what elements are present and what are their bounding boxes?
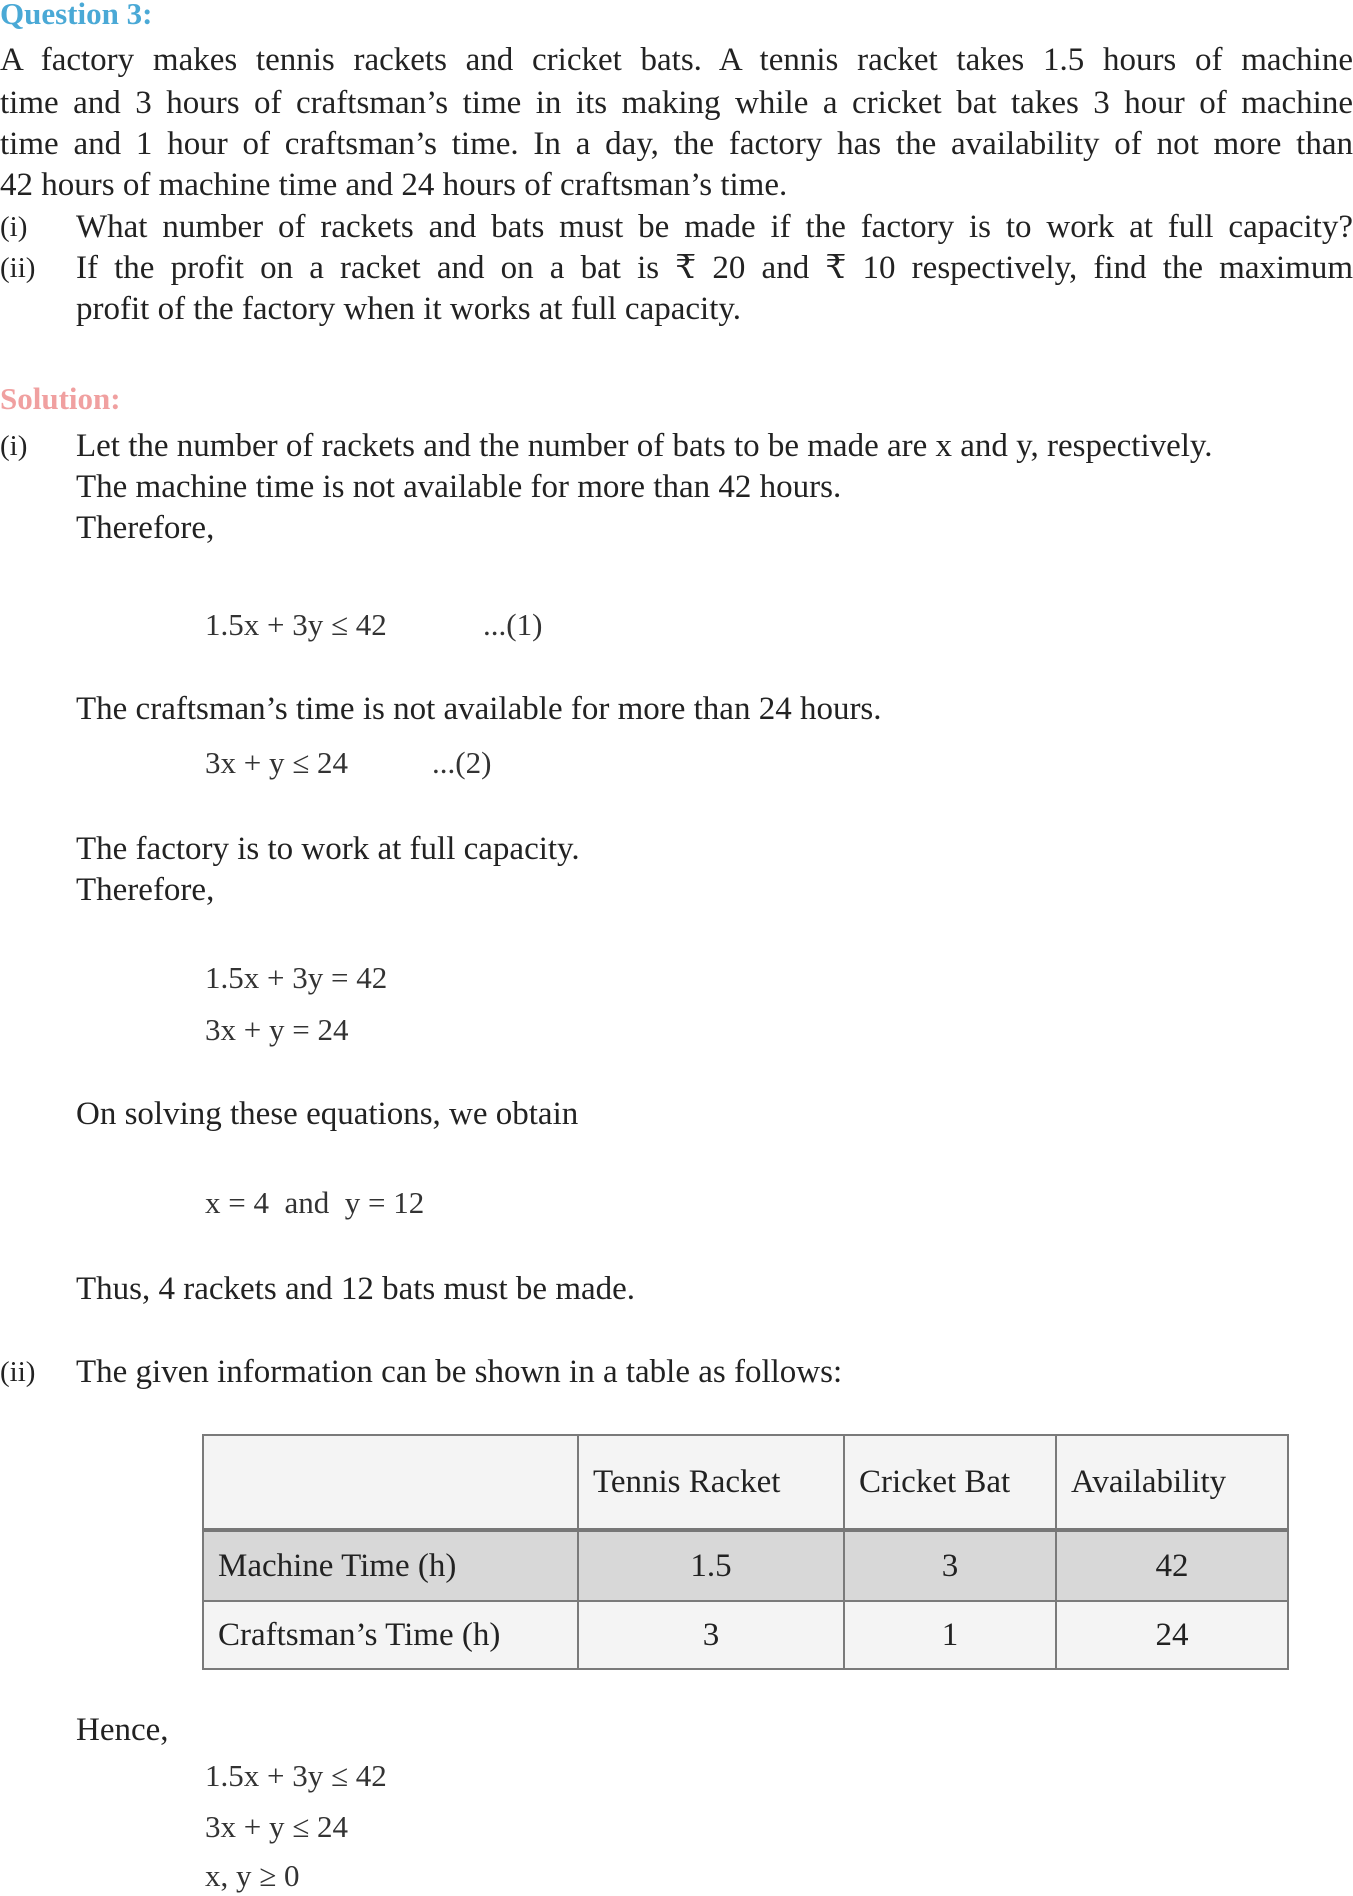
table-row bbox=[203, 1530, 1288, 1601]
equation: 1.5x + 3y ≤ 42 bbox=[205, 1758, 387, 1793]
question-line: A factory makes tennis rackets and cricket bats. A tennis racket takes 1.5 hours of machine bbox=[0, 42, 1353, 78]
table-cell: 1.5 bbox=[578, 1530, 844, 1601]
table-cell: Craftsman’s Time (h) bbox=[203, 1601, 578, 1669]
solution-text: The factory is to work at full capacity. bbox=[76, 831, 580, 867]
table-cell: 24 bbox=[1056, 1601, 1288, 1669]
part-number: (i) bbox=[0, 430, 28, 462]
table-header: Cricket Bat bbox=[844, 1435, 1056, 1530]
table-row bbox=[203, 1601, 1288, 1669]
solution-text: Thus, 4 rackets and 12 bats must be made. bbox=[76, 1271, 636, 1307]
solution-text: Therefore, bbox=[76, 510, 215, 546]
solution-text: The craftsman’s time is not available for more than 24 hours. bbox=[76, 691, 882, 727]
part-text: If the profit on a racket and on a bat is ₹ 20 and ₹ 10 respectively, find the maximum bbox=[76, 250, 1353, 286]
equation: 3x + y = 24 bbox=[205, 1012, 349, 1047]
equation: 3x + y ≤ 24 bbox=[205, 1809, 348, 1844]
solution-text: Therefore, bbox=[76, 872, 215, 908]
solution-heading: Solution: bbox=[0, 381, 121, 416]
question-line: time and 3 hours of craftsman’s time in its making while a cricket bat takes 3 hour of machine bbox=[0, 85, 1353, 121]
table-cell: 42 bbox=[1056, 1530, 1288, 1601]
part-text: profit of the factory when it works at full capacity. bbox=[76, 291, 741, 327]
solution-text: Let the number of rackets and the number of bats to be made are x and y, respectively. bbox=[76, 428, 1213, 464]
table-header: Tennis Racket bbox=[578, 1435, 844, 1530]
part-text: What number of rackets and bats must be made if the factory is to work at full capacity? bbox=[76, 209, 1353, 245]
solution-text: The machine time is not available for more than 42 hours. bbox=[76, 469, 842, 505]
equation-tag: ...(2) bbox=[432, 745, 492, 780]
question-heading: Question 3: bbox=[0, 0, 153, 31]
table-cell: 3 bbox=[844, 1530, 1056, 1601]
table-header bbox=[203, 1435, 578, 1530]
table-header: Availability bbox=[1056, 1435, 1288, 1530]
equation-tag: ...(1) bbox=[483, 607, 543, 642]
part-number: (ii) bbox=[0, 252, 36, 284]
table-header-row bbox=[203, 1435, 1288, 1530]
question-line: 42 hours of machine time and 24 hours of craftsman’s time. bbox=[0, 167, 788, 203]
part-number: (ii) bbox=[0, 1356, 36, 1388]
equation-1: 1.5x + 3y ≤ 42 bbox=[205, 607, 387, 642]
equation: 1.5x + 3y = 42 bbox=[205, 960, 388, 995]
question-line: time and 1 hour of craftsman’s time. In a day, the factory has the availability of not more than bbox=[0, 126, 1353, 162]
solution-text: The given information can be shown in a table as follows: bbox=[76, 1354, 843, 1390]
equation-result: x = 4 and y = 12 bbox=[205, 1185, 425, 1220]
data-table bbox=[202, 1434, 1289, 1670]
equation: x, y ≥ 0 bbox=[205, 1858, 300, 1893]
table-cell: Machine Time (h) bbox=[203, 1530, 578, 1601]
table-cell: 3 bbox=[578, 1601, 844, 1669]
table-cell: 1 bbox=[844, 1601, 1056, 1669]
solution-text: Hence, bbox=[76, 1712, 169, 1748]
solution-text: On solving these equations, we obtain bbox=[76, 1096, 579, 1132]
part-number: (i) bbox=[0, 211, 28, 243]
equation-2: 3x + y ≤ 24 bbox=[205, 745, 348, 780]
